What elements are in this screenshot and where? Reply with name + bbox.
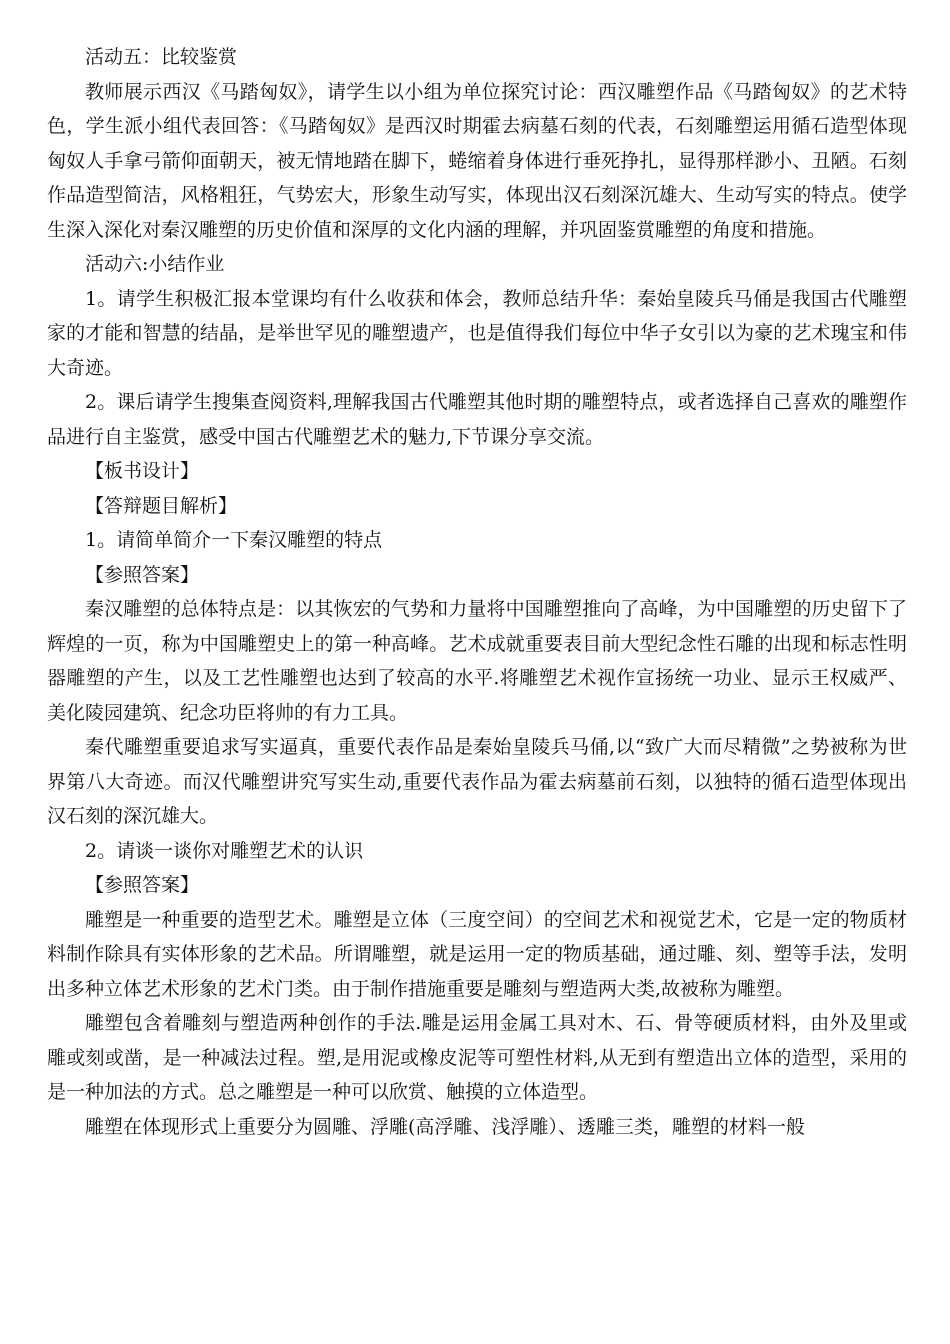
answer-2-paragraph-3: 雕塑在体现形式上重要分为圆雕、浮雕(高浮雕、浅浮雕）、透雕三类，雕塑的材料一般 xyxy=(85,1115,805,1138)
reference-answer-heading-1: 【参照答案】 xyxy=(85,563,200,586)
question-1: 1。请简单简介一下秦汉雕塑的特点 xyxy=(85,529,383,551)
answer-1-paragraph-2: 秦代雕塑重要追求写实逼真，重要代表作品是秦始皇陵兵马俑,以“致广大而尽精微”之势被称为世界第八大奇迹。而汉代雕塑讲究写实生动,重要代表作品为霍去病墓前石刻，以独特的循石造型体现出汉石刻的深沉雄大。 xyxy=(47,736,907,827)
section-heading-board-design: 【板书设计】 xyxy=(85,460,200,482)
section-heading-defense-questions: 【答辩题目解析】 xyxy=(85,494,238,517)
answer-2-paragraph-2: 雕塑包含着雕刻与塑造两种创作的手法.雕是运用金属工具对木、石、骨等硬质材料，由外及里或雕或刻或凿，是一种减法过程。塑,是用泥或橡皮泥等可塑性材料,从无到有塑造出立体的造型，采用的是一种加法的方式。总之雕塑是一种可以欣赏、触摸的立体造型。 xyxy=(47,1012,907,1103)
question-2: 2。请谈一谈你对雕塑艺术的认识 xyxy=(85,839,364,862)
section-heading-activity-5: 活动五：比较鉴赏 xyxy=(85,46,238,68)
reference-answer-heading-2: 【参照答案】 xyxy=(85,874,200,896)
answer-2-paragraph-1: 雕塑是一种重要的造型艺术。雕塑是立体（三度空间）的空间艺术和视觉艺术，它是一定的物质材料制作除具有实体形象的艺术品。所谓雕塑，就是运用一定的物质基础，通过雕、刻、塑等手法，发明出多种立体艺术形象的艺术门类。由于制作措施重要是雕刻与塑造两大类,故被称为雕塑。 xyxy=(47,908,907,1000)
answer-1-paragraph-1: 秦汉雕塑的总体特点是：以其恢宏的气势和力量将中国雕塑推向了高峰，为中国雕塑的历史留下了辉煌的一页，称为中国雕塑史上的第一种高峰。艺术成就重要表目前大型纪念性石雕的出现和标志性明器雕塑的产生，以及工艺性雕塑也达到了较高的水平.将雕塑艺术视作宣扬统一功业、显示王权威严、美化陵园建筑、纪念功臣将帅的有力工具。 xyxy=(47,598,907,724)
paragraph-activity-5: 教师展示西汉《马踏匈奴》，请学生以小组为单位探究讨论：西汉雕塑作品《马踏匈奴》的艺术特色，学生派小组代表回答：《马踏匈奴》是西汉时期霍去病墓石刻的代表，石刻雕塑运用循石造型体现匈奴人手拿弓箭仰面朝天，被无情地踏在脚下，蜷缩着身体进行垂死挣扎，显得那样渺小、丑陋。石刻作品造型简洁，风格粗狂，气势宏大，形象生动写实，体现出汉石刻深沉雄大、生动写实的特点。使学生深入深化对秦汉雕塑的历史价值和深厚的文化内涵的理解，并巩固鉴赏雕塑的角度和措施。 xyxy=(47,80,907,241)
section-heading-activity-6: 活动六:小结作业 xyxy=(85,253,225,275)
paragraph-summary-item-1: 1。请学生积极汇报本堂课均有什么收获和体会，教师总结升华：秦始皇陵兵马俑是我国古代雕塑家的才能和智慧的结晶，是举世罕见的雕塑遗产，也是值得我们每位中华子女引以为豪的艺术瑰宝和伟大奇迹。 xyxy=(47,287,907,379)
paragraph-summary-item-2: 2。课后请学生搜集查阅资料,理解我国古代雕塑其他时期的雕塑特点，或者选择自己喜欢的雕塑作品进行自主鉴赏，感受中国古代雕塑艺术的魅力,下节课分享交流。 xyxy=(47,391,907,448)
document-body xyxy=(47,40,907,1144)
